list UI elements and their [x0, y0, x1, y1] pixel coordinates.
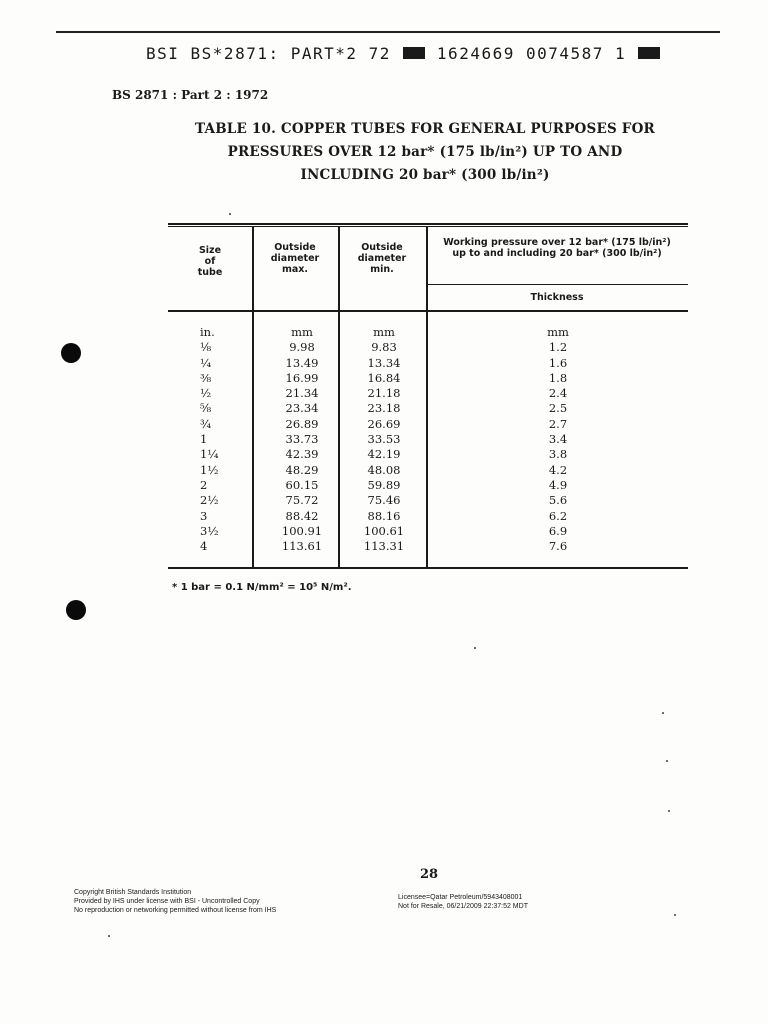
table-title — [150, 118, 700, 187]
cell-od-min: 59.89 — [367, 477, 401, 492]
cell-size: 3½ — [200, 523, 219, 538]
cell-od-min: 88.16 — [367, 508, 401, 523]
column-divider-2 — [338, 227, 340, 567]
standard-reference: BS 2871 : Part 2 : 1972 — [112, 88, 269, 102]
header-od-min: Outside diameter min. — [357, 242, 407, 275]
cell-thickness: 1.2 — [548, 340, 568, 355]
thickness-rule — [426, 284, 688, 285]
cell-od-max: 113.61 — [281, 539, 323, 554]
table-top-rule-thin — [168, 226, 688, 227]
column-divider-1 — [252, 227, 254, 567]
cell-od-max: 33.73 — [285, 432, 319, 447]
cell-od-max: 13.49 — [285, 355, 319, 370]
cell-size: ¼ — [200, 355, 212, 370]
document-code-text: BSI BS*2871: PART*2 72 — [146, 43, 391, 63]
footnote: * 1 bar = 0.1 N/mm² = 10⁵ N/m². — [172, 582, 352, 593]
copyright-footer: Copyright British Standards Institution Provided by IHS under license with BSI - Uncontrolled Copy No reproduction or networking permitted without license from IHS — [74, 889, 277, 914]
cell-size: ½ — [200, 386, 212, 401]
scan-speck — [668, 810, 670, 812]
cell-od-max: 9.98 — [289, 340, 315, 355]
cell-od-min: 48.08 — [367, 462, 401, 477]
cell-size: 1½ — [200, 462, 219, 477]
table-bottom-rule — [168, 567, 688, 569]
scan-speck — [662, 712, 664, 714]
cell-thickness: 6.2 — [548, 508, 568, 523]
cell-od-max: 21.34 — [285, 386, 319, 401]
cell-thickness: 1.6 — [548, 355, 568, 370]
cell-thickness: 7.6 — [548, 539, 568, 554]
cell-size: ¾ — [200, 416, 212, 431]
cell-thickness: 2.7 — [548, 416, 568, 431]
cell-size: ⅛ — [200, 340, 212, 355]
unit-od-max: mm — [291, 325, 313, 339]
cell-size: 1¼ — [200, 447, 219, 462]
cell-thickness: 5.6 — [548, 493, 568, 508]
scan-speck — [674, 914, 676, 916]
cell-size: 3 — [200, 508, 208, 523]
document-code-header — [146, 40, 706, 66]
copper-tube-table — [168, 223, 688, 573]
unit-size: in. — [200, 325, 215, 339]
cell-od-max: 75.72 — [285, 493, 319, 508]
cell-od-max: 26.89 — [285, 416, 319, 431]
cell-od-min: 23.18 — [367, 401, 401, 416]
cell-od-min: 21.18 — [367, 386, 401, 401]
header-thickness: Thickness — [530, 292, 584, 303]
punch-hole-top — [61, 343, 81, 363]
cell-od-max: 48.29 — [285, 462, 319, 477]
cell-size: 4 — [200, 539, 208, 554]
cell-thickness: 3.8 — [548, 447, 568, 462]
table-title-line-3: INCLUDING 20 bar* (300 lb/in²) — [300, 167, 550, 183]
header-working-pressure: Working pressure over 12 bar* (175 lb/in²) up to and including 20 bar* (300 lb/in²) — [443, 237, 671, 259]
cell-od-min: 13.34 — [367, 355, 401, 370]
cell-thickness: 3.4 — [548, 432, 568, 447]
redaction-block-end — [638, 47, 660, 59]
cell-od-min: 100.61 — [363, 523, 405, 538]
cell-od-min: 33.53 — [367, 432, 401, 447]
scan-speck — [108, 935, 110, 937]
unit-od-min: mm — [373, 325, 395, 339]
column-size — [176, 325, 248, 554]
cell-thickness: 2.4 — [548, 386, 568, 401]
column-od-max — [266, 325, 338, 554]
cell-od-min: 75.46 — [367, 493, 401, 508]
cell-od-min: 26.69 — [367, 416, 401, 431]
redaction-block — [403, 47, 425, 59]
column-divider-3 — [426, 227, 428, 567]
page-number: 28 — [420, 867, 439, 882]
cell-od-min: 42.19 — [367, 447, 401, 462]
cell-thickness: 2.5 — [548, 401, 568, 416]
table-title-line-2: PRESSURES OVER 12 bar* (175 lb/in²) UP TO AND — [227, 144, 623, 160]
column-thickness — [498, 325, 618, 554]
cell-size: ⅜ — [200, 370, 212, 385]
header-size: Size of tube — [197, 245, 223, 278]
cell-thickness: 4.2 — [548, 462, 568, 477]
cell-od-max: 23.34 — [285, 401, 319, 416]
cell-size: 2 — [200, 477, 208, 492]
cell-od-max: 42.39 — [285, 447, 319, 462]
header-rule — [56, 31, 720, 33]
cell-thickness: 6.9 — [548, 523, 568, 538]
cell-size: ⅝ — [200, 401, 212, 416]
cell-od-max: 16.99 — [285, 370, 319, 385]
cell-thickness: 1.8 — [548, 370, 568, 385]
table-title-line-1: TABLE 10. COPPER TUBES FOR GENERAL PURPOSES FOR — [195, 121, 655, 137]
column-od-min — [348, 325, 420, 554]
scan-speck — [666, 760, 668, 762]
scan-speck — [229, 213, 231, 215]
cell-od-max: 60.15 — [285, 477, 319, 492]
header-od-max: Outside diameter max. — [270, 242, 320, 275]
unit-thickness: mm — [547, 325, 569, 339]
cell-od-max: 88.42 — [285, 508, 319, 523]
scan-speck — [474, 647, 476, 649]
header-bottom-rule — [168, 310, 688, 312]
cell-od-max: 100.91 — [281, 523, 323, 538]
document-serial-text: 1624669 0074587 1 — [436, 43, 627, 63]
cell-od-min: 113.31 — [363, 539, 405, 554]
cell-thickness: 4.9 — [548, 477, 568, 492]
punch-hole-bottom — [66, 600, 86, 620]
cell-size: 2½ — [200, 493, 219, 508]
cell-od-min: 16.84 — [367, 370, 401, 385]
table-top-rule — [168, 223, 688, 225]
cell-size: 1 — [200, 432, 208, 447]
cell-od-min: 9.83 — [371, 340, 397, 355]
licensee-footer: Licensee=Qatar Petroleum/5943408001 Not for Resale, 06/21/2009 22:37:52 MDT — [398, 894, 528, 910]
